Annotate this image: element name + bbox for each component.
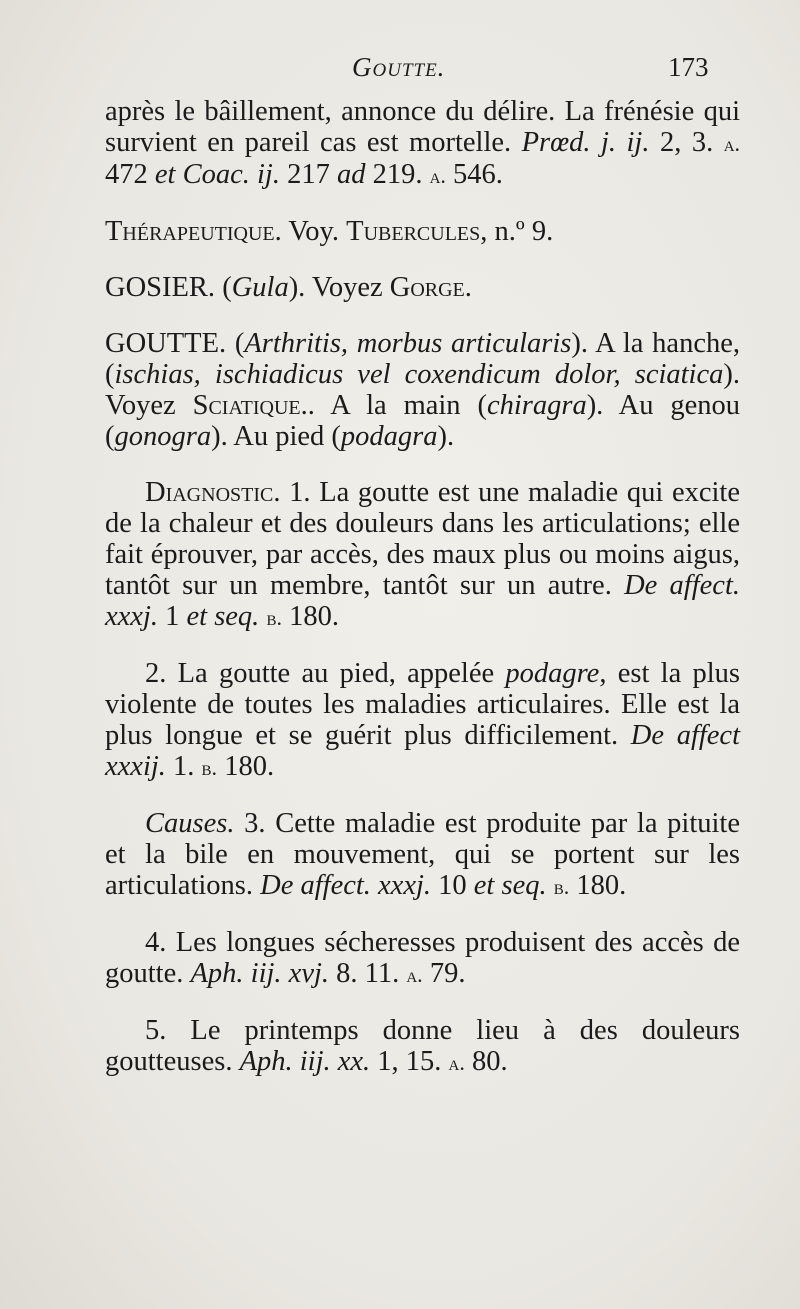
text: après le bâillement, annonce du délire. La frénésie qui survient en pareil cas est mortelle. [105, 96, 740, 158]
entry-head: GOUTTE. [105, 328, 227, 359]
text: 217 [279, 159, 337, 190]
reference: et Coac. ij. [154, 159, 280, 190]
text: ). Au genou ( [105, 390, 740, 452]
running-head: Goutte. [352, 52, 446, 82]
latin-term: Gula [231, 272, 289, 303]
reference: a. [723, 131, 741, 156]
text: 546. [445, 159, 503, 190]
reference: Prœd. j. ij. [521, 127, 650, 158]
text: , n.º 9. [480, 216, 554, 247]
text: ). A la hanche, ( [105, 328, 740, 390]
text: ). Voyez [288, 272, 390, 303]
reference: Aph. iij. xx. [239, 1046, 371, 1077]
reference: De affect. xxxj. [105, 570, 740, 632]
text: 79. [422, 958, 466, 989]
cross-reference: Sciatique. [192, 390, 308, 421]
text: 5. Le printemps donne lieu à des douleurs goutteuses. [105, 1015, 740, 1077]
reference: b. [201, 755, 218, 780]
text: 180. [217, 751, 275, 782]
latin-term: chiragra [486, 390, 587, 421]
section-head: Causes. [145, 808, 235, 839]
text: 180. [281, 601, 339, 632]
text: Voy. [281, 216, 347, 247]
latin-term: Arthritis, morbus articularis [244, 328, 572, 359]
text: 219. [365, 159, 430, 190]
text: ). Voyez [105, 359, 740, 421]
reference: b. [266, 605, 282, 630]
text: 4. Les longues sécheresses produisent des accès de goutte. [105, 927, 740, 989]
reference: Aph. iij. xvj. [190, 958, 330, 989]
paragraph-therapeutique [105, 216, 740, 247]
entry-head: GOSIER. [105, 272, 216, 303]
paragraph-diagnostic [105, 477, 740, 633]
text [547, 870, 554, 901]
text: 1. La goutte est une maladie qui excite de la chaleur et des douleurs dans les articulations; elle fait éprouver, par accès, des maux plus ou moins aigus, tantôt sur un membre, tantôt sur un autre. [105, 477, 740, 601]
reference: De affect. xxxj. [260, 870, 432, 901]
reference: a. [448, 1050, 465, 1075]
paragraph-podagre [105, 658, 740, 783]
reference: a. [429, 163, 446, 188]
latin-term: podagre [505, 658, 600, 689]
reference: et seq. [473, 870, 547, 901]
reference: b. [553, 874, 570, 899]
reference: De affect xxxij. [105, 720, 740, 782]
text: ( [226, 328, 245, 359]
text: 2, 3. [649, 127, 724, 158]
text: 1. [165, 751, 202, 782]
text: ( [215, 272, 232, 303]
paragraph-printemps [105, 1015, 740, 1078]
text: , est la plus violente de toutes les maladies articulaires. Elle est la plus longue et se guérit plus difficilement. [105, 658, 740, 751]
paragraph-causes [105, 808, 740, 902]
text: 472 [105, 159, 155, 190]
text: 2. La goutte au pied, appelée [145, 658, 506, 689]
body-text [105, 96, 740, 1078]
reference: ad [336, 159, 366, 190]
latin-term: gonogra [114, 421, 212, 452]
cross-reference: Gorge. [389, 272, 472, 303]
entry-gosier [105, 272, 740, 303]
reference: a. [406, 962, 423, 987]
entry-goutte [105, 328, 740, 452]
latin-term: podagra [340, 421, 438, 452]
text: 8. 11. [329, 958, 407, 989]
section-head: Thérapeutique. [105, 216, 282, 247]
cross-reference: Tubercules [346, 216, 481, 247]
paragraph-delire [105, 96, 740, 191]
text: 80. [464, 1046, 508, 1077]
latin-term: ischias, ischiadicus vel coxendicum dolor, sciatica [114, 359, 724, 390]
text: 3. Cette maladie est produite par la pituite et la bile en mouvement, qui se portent sur les articulations. [105, 808, 740, 901]
text: 1 [158, 601, 187, 632]
text: 180. [569, 870, 627, 901]
page-number: 173 [668, 52, 709, 82]
reference: et seq. [186, 601, 260, 632]
paragraph-secheresses [105, 927, 740, 990]
text: ). Au pied ( [211, 421, 341, 452]
text: ). [437, 421, 455, 452]
text: 10 [431, 870, 474, 901]
text: 1, 15. [370, 1046, 449, 1077]
text: . A la main ( [307, 390, 487, 421]
section-head: Diagnostic. [145, 477, 281, 508]
page-header [0, 52, 800, 92]
